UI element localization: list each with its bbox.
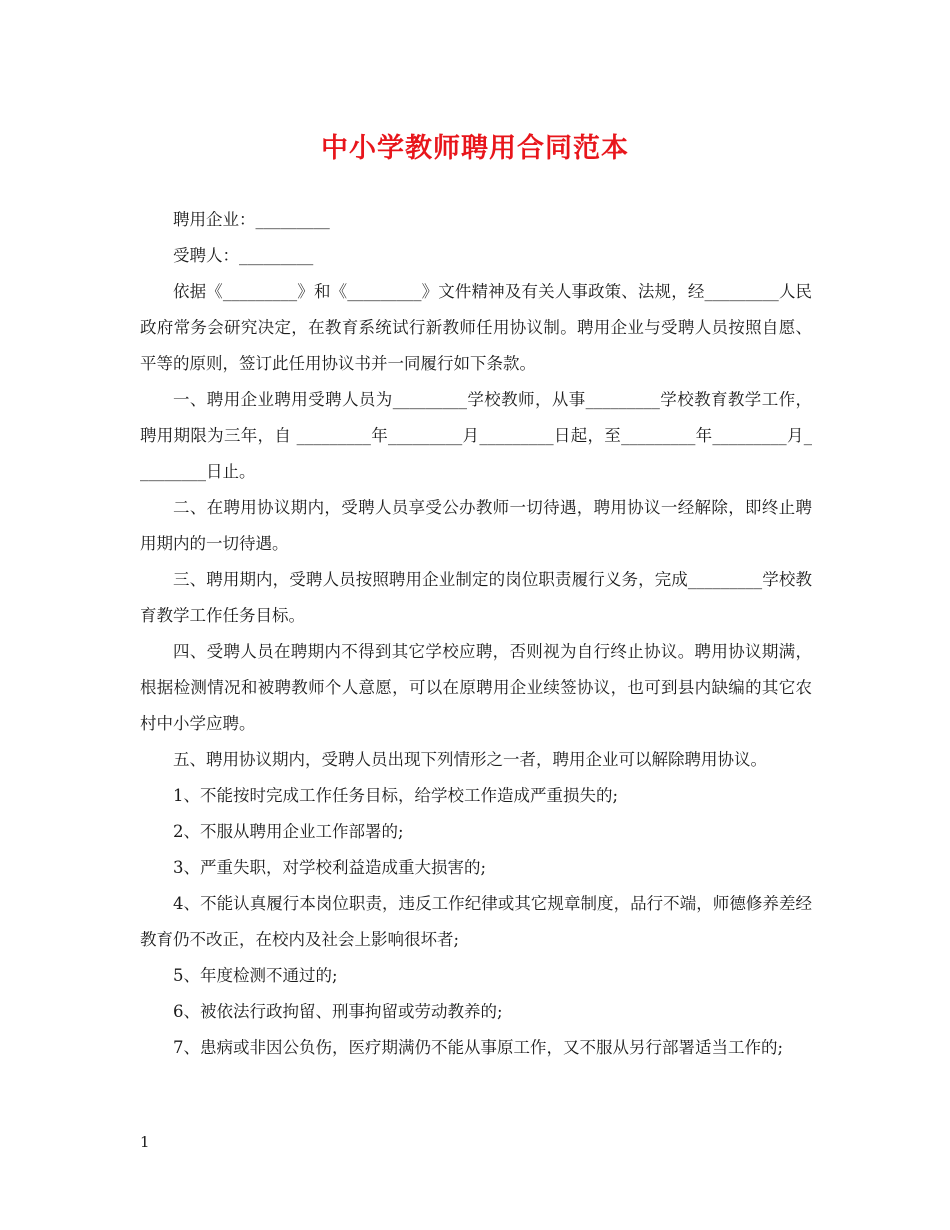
list-item-termination-1: 1、不能按时完成工作任务目标，给学校工作造成严重损失的; [173, 786, 619, 805]
paragraph-clause-5: 五、聘用协议期内，受聘人员出现下列情形之一者，聘用企业可以解除聘用协议。 [173, 750, 767, 769]
paragraph-preamble: 依据《_________》和《_________》文件精神及有关人事政策、法规，经_________人民政府常务会研究决定，在教育系统试行新教师任用协议制。聘用企业与受聘人员按照自愿、平等的原则，签订此任用协议书并一同履行如下条款。 [140, 282, 812, 373]
list-item-termination-2: 2、不服从聘用企业工作部署的; [173, 822, 404, 841]
document-body [140, 202, 812, 1066]
list-item-termination-5: 5、年度检测不通过的; [173, 966, 338, 985]
paragraph-clause-1: 一、聘用企业聘用受聘人员为_________学校教师，从事_________学校教育教学工作，聘用期限为三年，自 _________年_________月_________日起，至_________年_________月_________日止。 [140, 390, 812, 481]
paragraph-clause-4: 四、受聘人员在聘期内不得到其它学校应聘，否则视为自行终止协议。聘用协议期满，根据检测情况和被聘教师个人意愿，可以在原聘用企业续签协议，也可到县内缺编的其它农村中小学应聘。 [140, 642, 812, 733]
paragraph-employer: 聘用企业：_________ [173, 210, 330, 229]
list-item-termination-4: 4、不能认真履行本岗位职责，违反工作纪律或其它规章制度，品行不端，师德修养差经教育仍不改正，在校内及社会上影响很坏者; [140, 894, 812, 949]
list-item-termination-6: 6、被依法行政拘留、刑事拘留或劳动教养的; [173, 1002, 503, 1021]
paragraph-employee: 受聘人：_________ [173, 246, 314, 265]
document-title: 中小学教师聘用合同范本 [321, 133, 629, 164]
list-item-termination-7: 7、患病或非因公负伤，医疗期满仍不能从事原工作，又不服从另行部署适当工作的; [173, 1038, 784, 1057]
paragraph-clause-3: 三、聘用期内，受聘人员按照聘用企业制定的岗位职责履行义务，完成_________学校教育教学工作任务目标。 [140, 570, 812, 625]
page-number: 1 [140, 1133, 150, 1151]
paragraph-clause-2: 二、在聘用协议期内，受聘人员享受公办教师一切待遇，聘用协议一经解除，即终止聘用期内的一切待遇。 [140, 498, 812, 553]
list-item-termination-3: 3、严重失职，对学校利益造成重大损害的; [173, 858, 487, 877]
